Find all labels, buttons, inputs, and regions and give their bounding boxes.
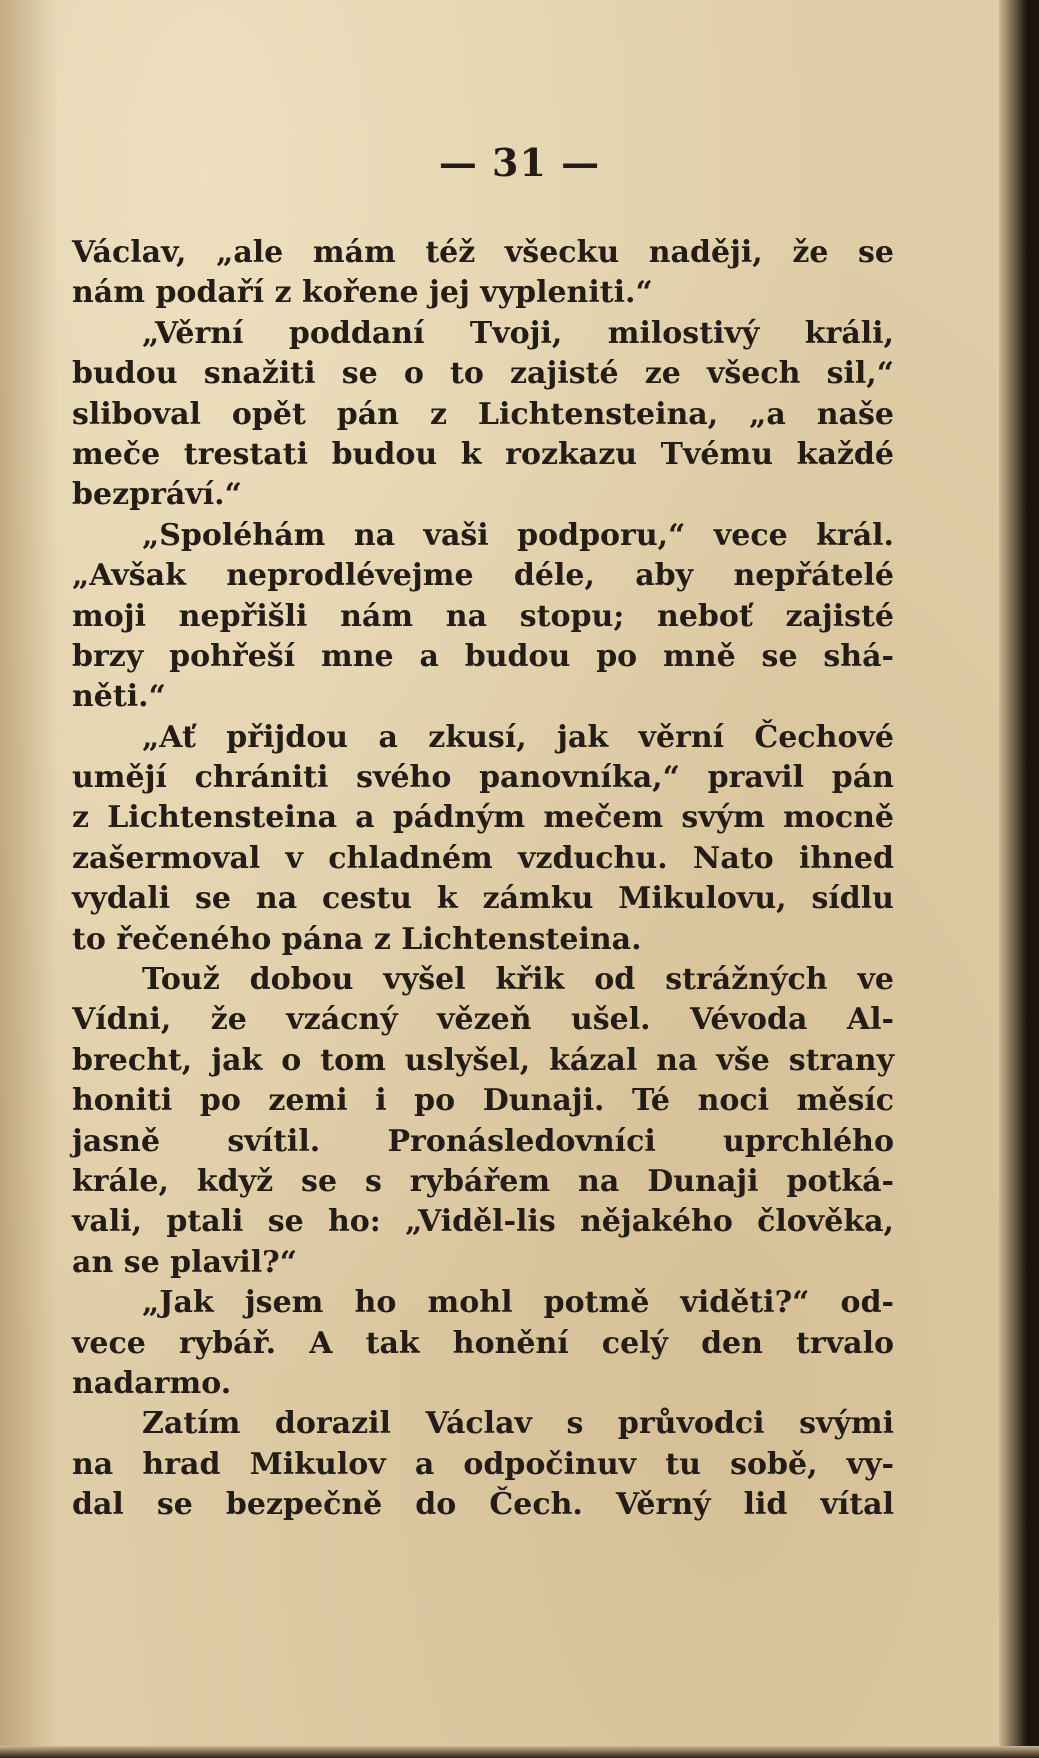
- text-line: na hrad Mikulov a odpočinuv tu sobě, vy-: [72, 1446, 894, 1482]
- text-line: krále, když se s rybářem na Dunaji potká-: [72, 1163, 894, 1199]
- text-line: dal se bezpečně do Čech. Věrný lid vítal: [72, 1487, 894, 1523]
- text-line: brecht, jak o tom uslyšel, kázal na vše strany: [72, 1042, 894, 1078]
- text-line: Václav, „ale mám též všecku naději, že se: [72, 235, 894, 270]
- page-edge-right: [999, 0, 1039, 1758]
- text-line: Vídni, že vzácný vězeň ušel. Vévoda Al-: [72, 1002, 894, 1038]
- text-line: an se plavil?“: [72, 1244, 297, 1280]
- page-number: — 31 —: [438, 140, 601, 185]
- text-line: budou snažiti se o to zajisté ze všech sil,“: [72, 356, 894, 392]
- text-line: meče trestati budou k rozkazu Tvému každé: [72, 436, 894, 472]
- text-line: z Lichtensteina a pádným mečem svým mocně: [72, 800, 894, 836]
- text-line: honiti po zemi i po Dunaji. Té noci měsíc: [72, 1083, 894, 1119]
- binding-shadow: [0, 0, 58, 1758]
- text-line: brzy pohřeší mne a budou po mně se shá-: [72, 638, 894, 674]
- text-line: „Věrní poddaní Tvoji, milostivý králi,: [142, 315, 894, 351]
- text-line: „Ať přijdou a zkusí, jak věrní Čechové: [142, 719, 894, 755]
- text-line: „Jak jsem ho mohl potmě viděti?“ od-: [142, 1285, 894, 1321]
- text-line: Touž dobou vyšel křik od strážných ve: [142, 962, 894, 998]
- text-line: nadarmo.: [72, 1365, 232, 1401]
- text-line: sliboval opět pán z Lichtensteina, „a naše: [72, 396, 894, 432]
- text-line: bezpráví.“: [72, 477, 242, 513]
- text-line: Zatím dorazil Václav s průvodci svými: [142, 1406, 894, 1442]
- text-line: vali, ptali se ho: „Viděl-lis nějakého člověka,: [72, 1204, 894, 1240]
- text-line: zašermoval v chladném vzduchu. Nato ihned: [72, 840, 894, 876]
- body-text: [72, 233, 894, 1526]
- text-line: moji nepřišli nám na stopu; neboť zajisté: [72, 598, 894, 634]
- text-line: nám podaří z kořene jej vypleniti.“: [72, 275, 653, 311]
- text-line: něti.“: [72, 679, 166, 715]
- page-edge-bottom: [0, 1746, 1039, 1758]
- text-line: „Avšak neprodlévejme déle, aby nepřátelé: [72, 558, 894, 594]
- text-line: jasně svítil. Pronásledovníci uprchlého: [72, 1123, 894, 1159]
- text-line: vydali se na cestu k zámku Mikulovu, sídlu: [72, 881, 894, 917]
- text-line: umějí chrániti svého panovníka,“ pravil pán: [72, 760, 894, 796]
- text-line: „Spoléhám na vaši podporu,“ vece král.: [142, 517, 894, 553]
- text-line: to řečeného pána z Lichtensteina.: [72, 921, 642, 957]
- text-line: vece rybář. A tak honění celý den trvalo: [72, 1325, 894, 1361]
